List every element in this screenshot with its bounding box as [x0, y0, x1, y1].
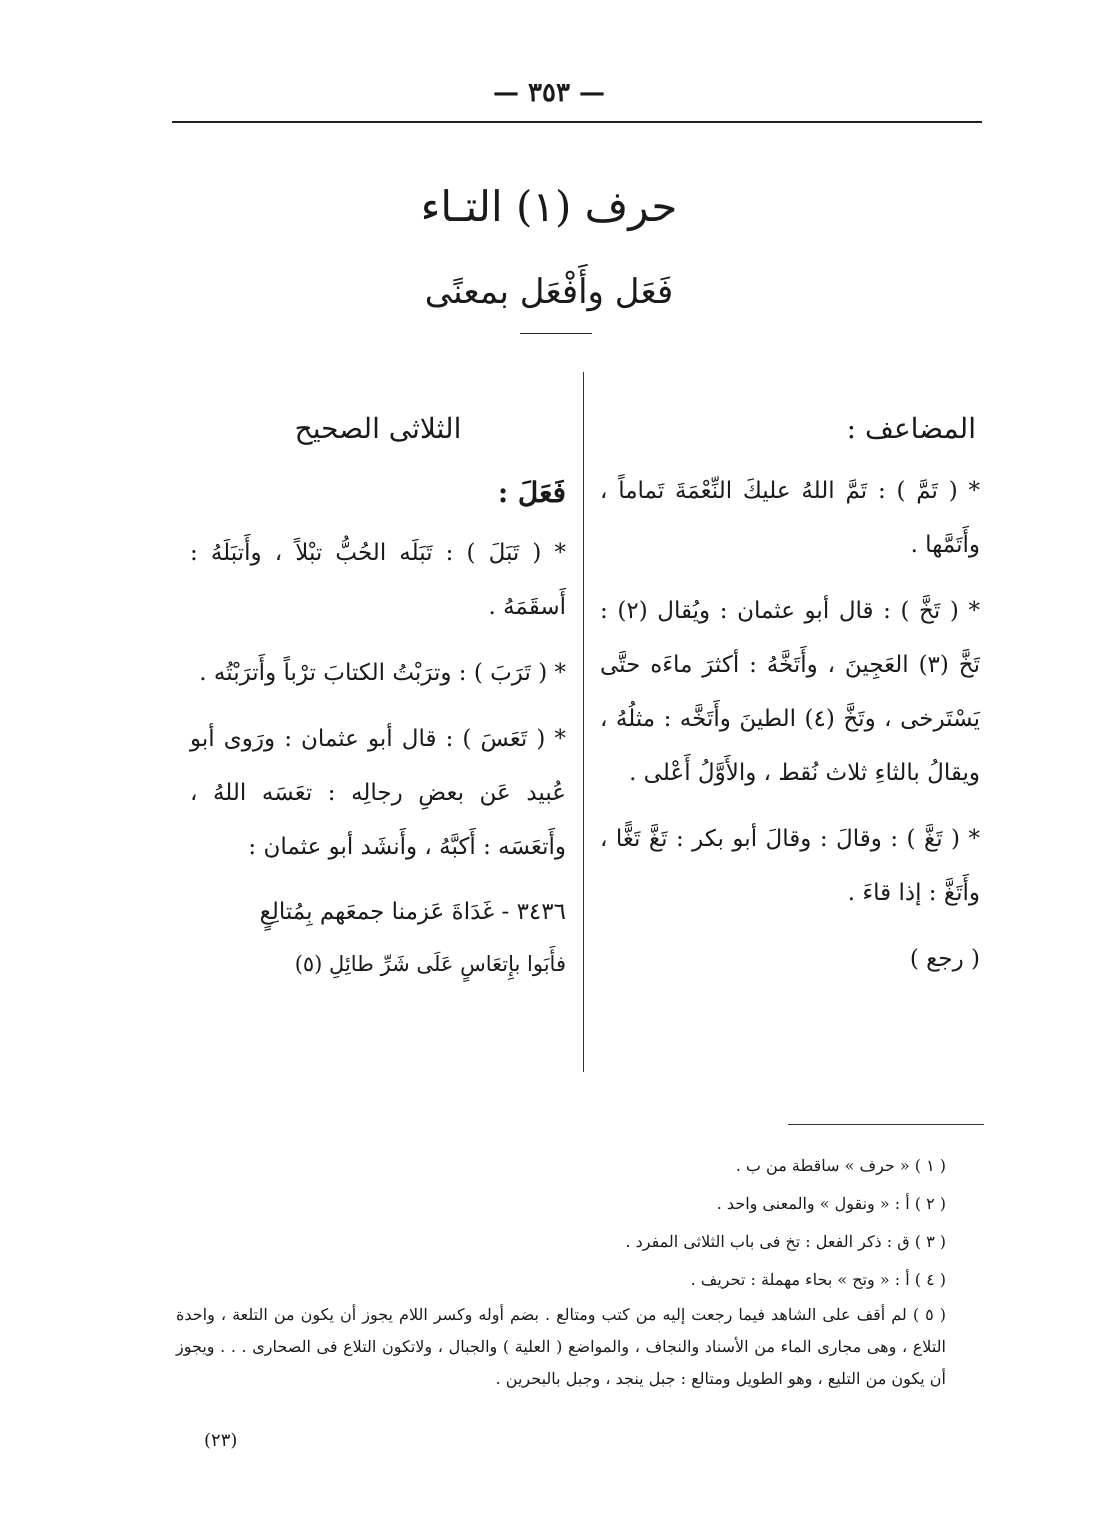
entry-tagha: * ( تَغَّ ) : وقالَ : وقالَ أبو بكر : تَغَّ تَغًّا ، وأَتَغَّ : إذا قاءَ .	[600, 826, 980, 906]
footnote-5: ( ٥ ) لم أقف على الشاهد فيما رجعت إليه من كتب ومتالع . بضم أوله وكسر اللام يجوز أن يكون من التلعة ، واحدة التلاع ، وهى مجارى الماء من الأسناد والنجاف ، والمواضع ( العلية ) والجبال ، ولاتكون التلاع فى الصحارى . . . ويجوز أن يكون من التليع ، وهو الطويل ومتالع : جبل ينجد ، وجبل بالبحرين .	[176, 1305, 947, 1388]
footnote-1: ( ١ ) « حرف » ساقطة من ب .	[735, 1156, 946, 1175]
poem-verse	[190, 886, 566, 990]
entry-tamma: * ( تَمَّ ) : تَمَّ اللهُ عليكَ النِّعْمَةَ تَماماً ، وأَتَمَّها .	[600, 478, 980, 558]
chapter-title: حرف (١) التـاء	[420, 182, 678, 231]
footnote-3: ( ٣ ) ق : ذكر الفعل : تخ فى باب الثلاثى المفرد .	[625, 1232, 946, 1251]
poem-line-first: ٣٤٣٦ - غَدَاةَ عَزمنا جمعَهم بِمُتالِعٍ	[259, 899, 566, 925]
subtitle-rule	[520, 333, 592, 334]
entry-taasa: * ( تَعَسَ ) : قال أبو عثمان : ورَوى أبو عُبيد عَن بعضِ رجالِه : تعَسَه اللهُ ، وأَتعَسَه : أَكبَّهُ ، وأَنشَد أبو عثمان :	[190, 726, 566, 860]
footnotes	[176, 1147, 946, 1395]
left-column	[190, 400, 566, 990]
left-column-heading: الثلاثى الصحيح	[294, 412, 462, 445]
column-divider	[583, 372, 584, 1072]
entry-tabala: * ( تَبَلَ ) : تَبَلَه الحُبُّ تبْلاً ، وأَتبَلَهُ : أَسقَمَهُ .	[190, 540, 566, 620]
footnote-rule	[788, 1124, 984, 1125]
entry-takha: * ( تَخَّ ) : قال أبو عثمان : ويُقال (٢) : تَخَّ (٣) العَجِينَ ، وأَتَخَّهُ : أكثرَ ماءَه حتَّى يَسْتَرخى ، وتَخَّ (٤) الطينَ وأَتَخَّه : مثلُهُ ، ويقالُ بالثاءِ ثلاث نُقط ، والأَوَّلُ أَعْلى .	[600, 598, 981, 786]
return-note: ( رجع )	[909, 946, 980, 972]
poem-line-second: فأَبَوا بإِتعَاسٍ عَلَى شَرِّ طائِلِ (٥)	[294, 952, 566, 976]
footnote-4: ( ٤ ) أ : « وتح » بحاء مهملة : تحريف .	[690, 1270, 946, 1289]
header-rule	[172, 121, 982, 123]
chapter-subtitle: فَعَل وأَفْعَل بمعنًى	[424, 272, 674, 312]
right-column-heading: المضاعف :	[846, 412, 976, 445]
page-number: — ٣٥٣ —	[492, 78, 606, 108]
left-column-subheading: فَعَلَ :	[497, 476, 566, 509]
footnote-2: ( ٢ ) أ : « ونقول » والمعنى واحد .	[716, 1194, 946, 1213]
entry-taraba: * ( تَرَبَ ) : وترَبْتُ الكتابَ ترْباً وأَترَبْتُه .	[199, 660, 566, 686]
right-column	[600, 400, 980, 986]
signature-mark: (٢٣)	[204, 1430, 238, 1451]
